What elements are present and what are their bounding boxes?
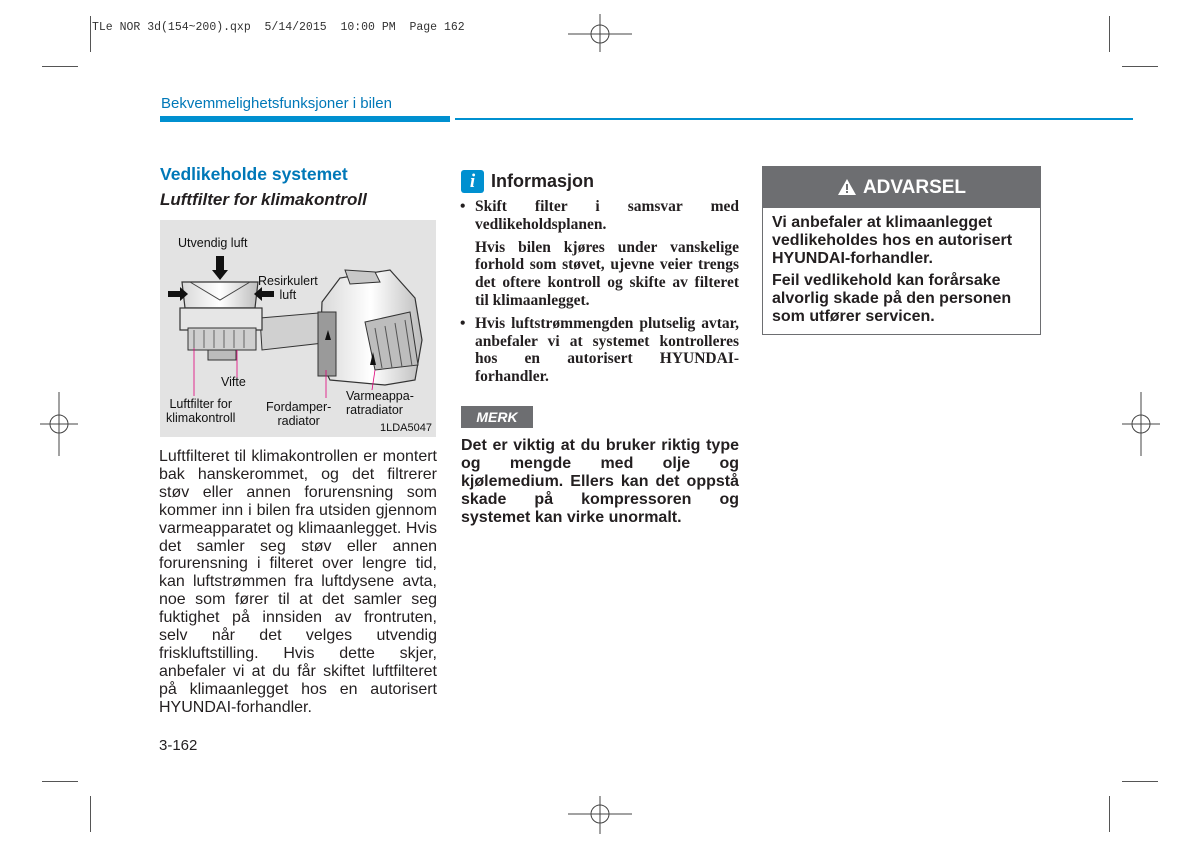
warning-paragraph: Feil vedlikehold kan forårsake alvorlig skade på den personen som utfører servicen.: [772, 272, 1012, 325]
label-evaporator: Fordamper- radiator: [266, 400, 332, 428]
note-text: Det er viktig at du bruker riktig type og mengde med olje og kjølemedium. Ellers kan det oppstå skade på kompressoren og systemet kan virke unormalt.: [461, 437, 739, 526]
label-outside-air: Utvendig luft: [178, 236, 248, 250]
warning-triangle-icon: [837, 178, 857, 196]
warning-box: [762, 166, 1041, 335]
warning-paragraph: Vi anbefaler at klimaanlegget vedlikeholdes hos en autorisert HYUNDAI-forhandler.: [772, 214, 1013, 267]
info-bullet-continuation: Hvis bilen kjøres under vanskelige forhold som støvet, ujevne veier trengs det oftere kontroll og skifte av filteret til klimaanlegget.: [475, 238, 739, 309]
info-icon: i: [461, 170, 484, 193]
header-rule-thick: [160, 116, 450, 122]
header-rule-thin: [455, 118, 1133, 120]
bullet-mark: •: [460, 314, 466, 332]
label-recirculated-air: Resirkulert luft: [258, 274, 318, 302]
body-paragraph: Luftfilteret til klimakontrollen er montert bak hanskerommet, og det filtrerer støv eller annen forurensning som kommer inn i bilen fra utsiden gjennom varmeapparatet og klimaanlegget. Hvis det samler seg støv eller annen forurensning i filteret over lengre tid, kan luftstrømmen fra luftdysene avta, noe som fører til at det samler seg fuktighet på innsiden av frontruten, selv når det velges utvendig friskluftstilling. Hvis dette skjer, anbefaler vi at du får skiftet luftfilteret på klimaanlegget hos en autorisert HYUNDAI-forhandler.: [159, 448, 437, 716]
info-bullet: [460, 198, 739, 234]
label-air-filter: Luftfilter for klimakontroll: [166, 397, 236, 425]
air-filter-diagram: [160, 220, 436, 437]
info-bullet: [460, 315, 739, 386]
info-bullet-text: Hvis luftstrømmengden plutselig avtar, anbefaler vi at systemet kontrolleres hos en autorisert HYUNDAI-forhandler.: [475, 314, 739, 386]
info-body: [460, 198, 739, 386]
section-title: Bekvemmelighetsfunksjoner i bilen: [161, 95, 392, 112]
page-number: 3-162: [159, 737, 198, 754]
main-heading: Vedlikeholde systemet: [160, 164, 348, 184]
warning-body: [772, 214, 1034, 331]
figure-code: 1LDA5047: [380, 422, 432, 434]
label-fan: Vifte: [221, 375, 246, 389]
warning-header: [763, 167, 1040, 208]
info-title: Informasjon: [491, 171, 595, 191]
bullet-mark: •: [460, 198, 466, 215]
label-heater-core: Varmeappa- ratradiator: [346, 389, 414, 417]
print-slug: TLe NOR 3d(154~200).qxp 5/14/2015 10:00 PM Page 162: [92, 21, 465, 34]
note-label: MERK: [461, 406, 533, 428]
sub-heading: Luftfilter for klimakontroll: [160, 190, 367, 209]
warning-title: ADVARSEL: [862, 177, 967, 198]
info-bullet-text: Skift filter i samsvar med vedlikeholdsplanen.: [475, 198, 739, 233]
